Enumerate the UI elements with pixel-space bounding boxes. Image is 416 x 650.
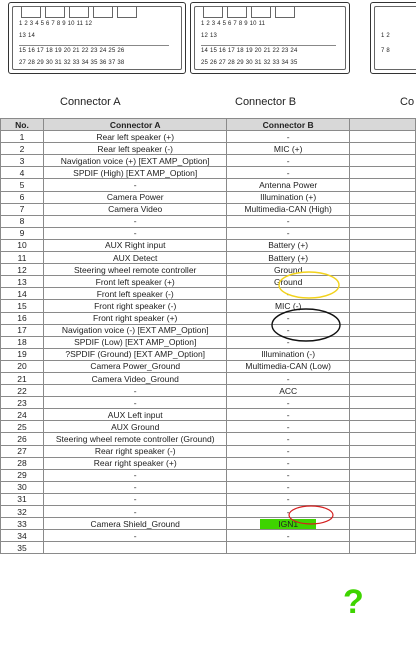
cell-no: 27: [1, 445, 44, 457]
cell-no: 16: [1, 312, 44, 324]
connector-a-pin-row-3: 15 16 17 18 19 20 21 22 23 24 25 26: [19, 48, 125, 54]
table-row: [1, 215, 416, 227]
cell-connector-b: Multimedia-CAN (High): [227, 203, 350, 215]
cell-no: 34: [1, 530, 44, 542]
cell-connector-c: [349, 385, 415, 397]
cell-connector-c: [349, 530, 415, 542]
connector-a-pin-row-1: 1 2 3 4 5 6 7 8 9 10 11 12: [19, 21, 93, 27]
cell-connector-c: [349, 457, 415, 469]
cell-connector-c: [349, 191, 415, 203]
cell-no: 19: [1, 348, 44, 360]
cell-connector-a: Front right speaker (-): [44, 300, 227, 312]
connector-b-diagram: [190, 2, 350, 74]
cell-connector-b: MIC (+): [227, 143, 350, 155]
cell-no: 2: [1, 143, 44, 155]
cell-connector-a: Camera Shield_Ground: [44, 518, 227, 530]
cell-connector-b: -: [227, 397, 350, 409]
cell-connector-b: Battery (+): [227, 239, 350, 251]
ign1-highlight: IGN1: [260, 519, 316, 529]
cell-connector-a: AUX Detect: [44, 252, 227, 264]
cell-connector-b: -: [227, 324, 350, 336]
table-row: [1, 264, 416, 276]
connector-a-pin-row-2: 13 14: [19, 33, 36, 39]
table-row: [1, 506, 416, 518]
table-row: [1, 155, 416, 167]
cell-no: 35: [1, 542, 44, 554]
cell-connector-a: ?SPDIF (Ground) [EXT AMP_Option]: [44, 348, 227, 360]
table-row: [1, 252, 416, 264]
cell-connector-c: [349, 143, 415, 155]
cell-connector-c: [349, 518, 415, 530]
cell-no: 4: [1, 167, 44, 179]
cell-connector-a: Front right speaker (+): [44, 312, 227, 324]
cell-connector-c: [349, 397, 415, 409]
table-row: [1, 239, 416, 251]
cell-connector-b: -: [227, 215, 350, 227]
cell-no: 1: [1, 131, 44, 143]
table-row: [1, 493, 416, 505]
cell-connector-b: -: [227, 409, 350, 421]
connector-diagrams: [0, 0, 416, 118]
cell-no: 21: [1, 372, 44, 384]
cell-no: 20: [1, 360, 44, 372]
connector-c-caption: Co: [400, 96, 415, 108]
cell-connector-c: [349, 179, 415, 191]
cell-no: 8: [1, 215, 44, 227]
connector-a-divider: [19, 45, 169, 46]
cell-connector-b: Illumination (+): [227, 191, 350, 203]
header-connector-a: Connector A: [44, 119, 227, 131]
cell-connector-a: AUX Left input: [44, 409, 227, 421]
cell-connector-a: Rear left speaker (-): [44, 143, 227, 155]
cell-connector-c: [349, 348, 415, 360]
cell-no: 14: [1, 288, 44, 300]
cell-connector-b: -: [227, 421, 350, 433]
cell-connector-a: Rear left speaker (+): [44, 131, 227, 143]
cell-connector-a: -: [44, 215, 227, 227]
cell-connector-b: -: [227, 506, 350, 518]
cell-connector-a: -: [44, 481, 227, 493]
cell-connector-a: -: [44, 179, 227, 191]
table-row: [1, 360, 416, 372]
cell-no: 30: [1, 481, 44, 493]
cell-connector-a: Camera Video: [44, 203, 227, 215]
cell-connector-b: -: [227, 493, 350, 505]
cell-connector-a: -: [44, 385, 227, 397]
table-row: [1, 227, 416, 239]
cell-connector-c: [349, 493, 415, 505]
question-mark-annotation: ?: [343, 583, 364, 621]
table-row: [1, 445, 416, 457]
cell-connector-b: -: [227, 469, 350, 481]
cell-connector-a: Steering wheel remote controller (Ground): [44, 433, 227, 445]
connector-b-pin-row-3: 14 15 16 17 18 19 20 21 22 23 24: [201, 48, 298, 54]
cell-connector-a: Steering wheel remote controller: [44, 264, 227, 276]
cell-connector-b: -: [227, 288, 350, 300]
table-row: [1, 336, 416, 348]
cell-connector-a: SPDIF (High) [EXT AMP_Option]: [44, 167, 227, 179]
cell-no: 6: [1, 191, 44, 203]
pinout-table: [0, 118, 416, 554]
cell-connector-b: [227, 542, 350, 554]
cell-connector-a: Rear right speaker (+): [44, 457, 227, 469]
cell-connector-a: AUX Right input: [44, 239, 227, 251]
cell-connector-a: -: [44, 530, 227, 542]
connector-a-tabs: [21, 7, 137, 18]
cell-no: 12: [1, 264, 44, 276]
cell-no: 26: [1, 433, 44, 445]
connector-a-caption: Connector A: [60, 96, 121, 108]
table-row: [1, 530, 416, 542]
cell-connector-b: -: [227, 227, 350, 239]
cell-connector-c: [349, 288, 415, 300]
header-connector-b: Connector B: [227, 119, 350, 131]
cell-connector-b: Antenna Power: [227, 179, 350, 191]
table-row: [1, 469, 416, 481]
cell-connector-c: [349, 433, 415, 445]
cell-connector-c: [349, 167, 415, 179]
cell-connector-b: -: [227, 336, 350, 348]
cell-connector-c: [349, 239, 415, 251]
cell-no: 18: [1, 336, 44, 348]
cell-connector-b: -: [227, 433, 350, 445]
table-row: [1, 421, 416, 433]
connector-c-pin-row-2: 7 8: [381, 48, 390, 54]
connector-b-tabs: [203, 7, 295, 18]
table-row: [1, 167, 416, 179]
table-row: [1, 542, 416, 554]
cell-connector-b: -: [227, 530, 350, 542]
cell-connector-b: Illumination (-): [227, 348, 350, 360]
table-row: [1, 131, 416, 143]
cell-connector-a: Navigation voice (-) [EXT AMP_Option]: [44, 324, 227, 336]
cell-no: 17: [1, 324, 44, 336]
cell-connector-c: [349, 215, 415, 227]
cell-connector-a: -: [44, 397, 227, 409]
cell-connector-b: Ground: [227, 276, 350, 288]
cell-no: 13: [1, 276, 44, 288]
cell-connector-b: -: [227, 481, 350, 493]
cell-no: 33: [1, 518, 44, 530]
cell-connector-c: [349, 336, 415, 348]
table-row: [1, 385, 416, 397]
table-row: [1, 203, 416, 215]
cell-no: 11: [1, 252, 44, 264]
table-row: [1, 518, 416, 530]
cell-connector-a: -: [44, 469, 227, 481]
cell-no: 5: [1, 179, 44, 191]
connector-a-pin-row-4: 27 28 29 30 31 32 33 34 35 36 37 38: [19, 60, 125, 66]
cell-connector-a: AUX Ground: [44, 421, 227, 433]
cell-connector-a: Navigation voice (+) [EXT AMP_Option]: [44, 155, 227, 167]
connector-c-diagram: [370, 2, 416, 74]
connector-b-pin-row-2: 12 13: [201, 33, 218, 39]
cell-connector-c: [349, 324, 415, 336]
cell-connector-a: Camera Power_Ground: [44, 360, 227, 372]
cell-connector-a: [44, 542, 227, 554]
cell-connector-b: Battery (+): [227, 252, 350, 264]
cell-connector-c: [349, 312, 415, 324]
table-row: [1, 457, 416, 469]
cell-no: 22: [1, 385, 44, 397]
connector-b-divider: [201, 45, 336, 46]
cell-no: 10: [1, 239, 44, 251]
cell-connector-b: ACC: [227, 385, 350, 397]
cell-connector-a: -: [44, 493, 227, 505]
table-row: [1, 143, 416, 155]
cell-connector-b: -: [227, 155, 350, 167]
cell-connector-b: Ground: [227, 264, 350, 276]
cell-no: 15: [1, 300, 44, 312]
cell-connector-a: SPDIF (Low) [EXT AMP_Option]: [44, 336, 227, 348]
cell-connector-c: [349, 252, 415, 264]
table-row: [1, 191, 416, 203]
table-row: [1, 300, 416, 312]
header-no: No.: [1, 119, 44, 131]
table-row: [1, 481, 416, 493]
cell-connector-c: [349, 300, 415, 312]
cell-connector-b: -: [227, 445, 350, 457]
table-row: [1, 288, 416, 300]
cell-connector-a: Front left speaker (+): [44, 276, 227, 288]
cell-connector-c: [349, 227, 415, 239]
cell-connector-a: Front left speaker (-): [44, 288, 227, 300]
table-row: [1, 397, 416, 409]
cell-connector-b: MIC (-): [227, 300, 350, 312]
cell-no: 24: [1, 409, 44, 421]
cell-connector-b: -: [227, 312, 350, 324]
table-row: [1, 179, 416, 191]
pinout-header-row: [1, 119, 416, 131]
cell-connector-c: [349, 276, 415, 288]
cell-no: 9: [1, 227, 44, 239]
cell-connector-a: -: [44, 227, 227, 239]
cell-connector-b: -: [227, 457, 350, 469]
cell-connector-c: [349, 506, 415, 518]
cell-connector-a: Rear right speaker (-): [44, 445, 227, 457]
cell-connector-c: [349, 155, 415, 167]
cell-connector-c: [349, 445, 415, 457]
cell-no: 28: [1, 457, 44, 469]
cell-connector-c: [349, 409, 415, 421]
connector-b-pin-row-4: 25 26 27 28 29 30 31 32 33 34 35: [201, 60, 298, 66]
cell-connector-b: -: [227, 131, 350, 143]
cell-connector-c: [349, 264, 415, 276]
table-row: [1, 324, 416, 336]
cell-no: 31: [1, 493, 44, 505]
pinout-table-body: [1, 131, 416, 554]
cell-connector-c: [349, 481, 415, 493]
cell-connector-c: [349, 469, 415, 481]
cell-no: 7: [1, 203, 44, 215]
cell-connector-c: [349, 360, 415, 372]
cell-connector-a: Camera Video_Ground: [44, 372, 227, 384]
cell-connector-b: -: [227, 372, 350, 384]
table-row: [1, 276, 416, 288]
table-row: [1, 433, 416, 445]
table-row: [1, 372, 416, 384]
cell-connector-c: [349, 203, 415, 215]
cell-connector-c: [349, 421, 415, 433]
header-connector-c: [349, 119, 415, 131]
table-row: [1, 312, 416, 324]
cell-connector-a: Camera Power: [44, 191, 227, 203]
cell-no: 3: [1, 155, 44, 167]
cell-connector-c: [349, 372, 415, 384]
cell-no: 23: [1, 397, 44, 409]
connector-b-pin-row-1: 1 2 3 4 5 6 7 8 9 10 11: [201, 21, 266, 27]
cell-no: 25: [1, 421, 44, 433]
cell-connector-b: -: [227, 167, 350, 179]
cell-connector-b: [227, 518, 350, 530]
table-row: [1, 409, 416, 421]
cell-connector-c: [349, 131, 415, 143]
cell-no: 32: [1, 506, 44, 518]
table-row: [1, 348, 416, 360]
connector-c-pin-row-1: 1 2: [381, 33, 390, 39]
cell-connector-b: Multimedia-CAN (Low): [227, 360, 350, 372]
cell-no: 29: [1, 469, 44, 481]
cell-connector-c: [349, 542, 415, 554]
connector-a-diagram: [8, 2, 186, 74]
cell-connector-a: -: [44, 506, 227, 518]
connector-b-caption: Connector B: [235, 96, 297, 108]
